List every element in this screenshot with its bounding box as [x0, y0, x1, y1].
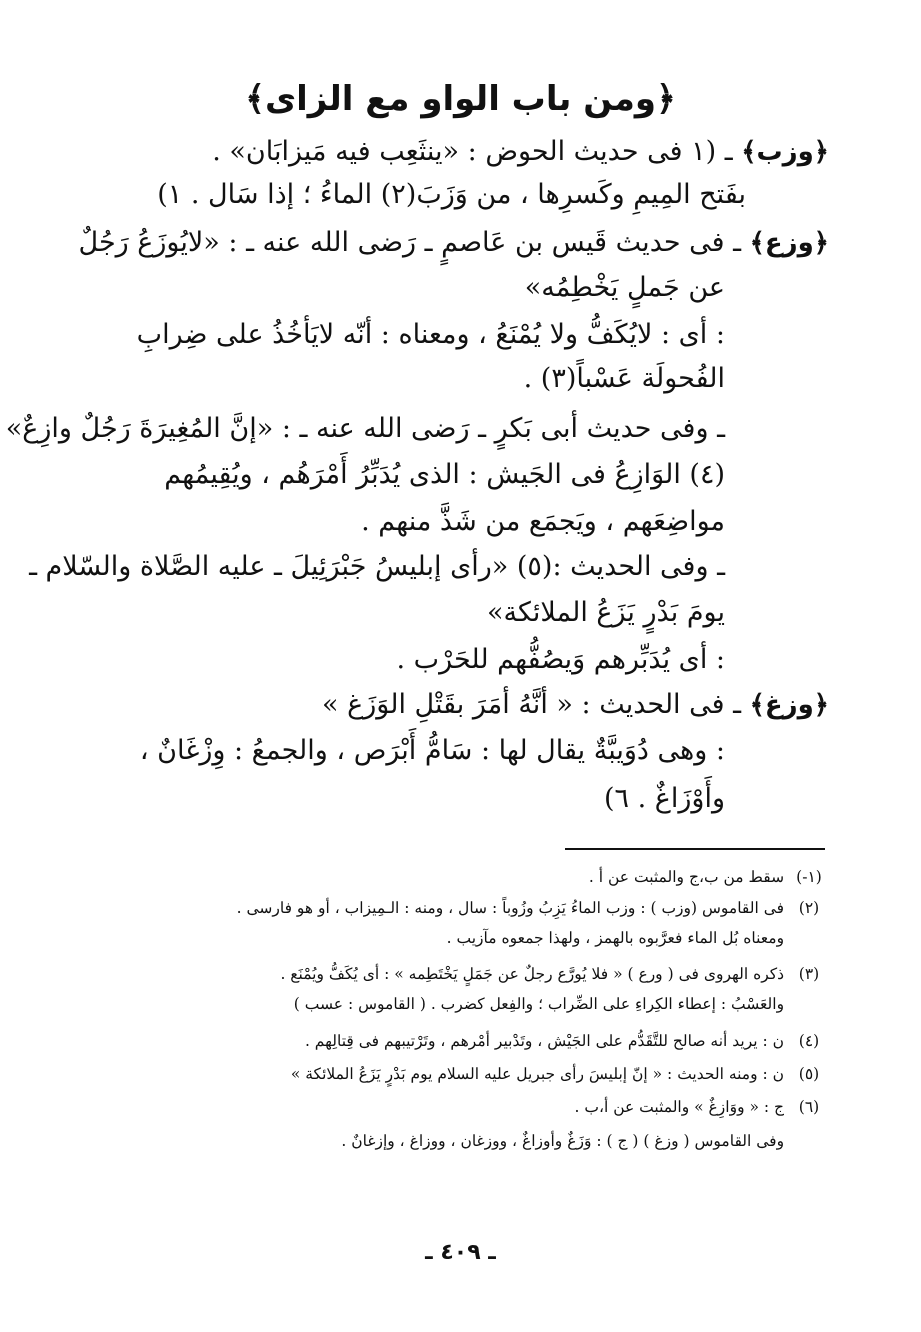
text-line-1: ﴿وزب﴾ ـ (١ فى حديث الحوض : «ينثَعِب فيه مَيزابَان» . — [212, 136, 829, 167]
text-line-14: : وهى دُوَيبَّةٌ يقال لها : سَامُّ أَبْرَص ، والجمعُ : وِزْغَانٌ ، — [139, 735, 725, 766]
footnote-5 — [291, 1063, 829, 1085]
footnote-text: والعَسْبُ : إعطاء الكِراءِ على الضِّراب ؛ والفِعل كضرب . ( القاموس : عسب ) — [293, 995, 785, 1013]
text-line-6: الفُحولَة عَسْباً(٣) . — [523, 363, 725, 394]
footnote-3 — [280, 963, 829, 985]
footnote-text: سقط من ب،ج والمثبت عن أ . — [588, 868, 785, 886]
footnote-2 — [237, 897, 829, 919]
footnote-text: ن : يريد أنه صالح للتَّقَدُّم على الجَيْش ، وتَدْبير أمْرهم ، وتَرْتيبهم فى قِتالِهم . — [304, 1032, 785, 1050]
footnote-separator — [565, 848, 825, 850]
text-line-11: يومَ بَدْرٍ يَزَعُ الملائكة» — [486, 597, 725, 628]
text-line-10: ـ وفى الحديث :(٥) «رأى إبليسُ جَبْرَئِيلَ ـ عليه الصَّلاة والسّلام ـ — [29, 551, 725, 582]
footnote-text: ومعناه بُل الماء فعرَّبوه بالهمز ، ولهذا جمعوه مآزيب . — [446, 929, 785, 947]
footnote-number: (٥) — [798, 1065, 820, 1083]
footnote-3-cont — [294, 993, 829, 1015]
footnote-6-cont — [341, 1130, 829, 1152]
page-number: ـ ٤٠٩ ـ — [425, 1240, 496, 1265]
footnote-6 — [575, 1096, 829, 1118]
footnote-1 — [589, 866, 829, 888]
text-line-5: : أى : لايُكَفُّ ولا يُمْنَعُ ، ومعناه : أنّه لايَأخُذُ على ضِرابِ — [136, 319, 725, 350]
footnote-4 — [305, 1030, 829, 1052]
chapter-title: ﴿ومن باب الواو مع الزاى﴾ — [245, 79, 676, 119]
footnote-number: (٤) — [798, 1032, 820, 1050]
entry-word-wzb: ﴿وزب﴾ — [741, 137, 829, 167]
text-line-2: بفَتح المِيمِ وكَسرِها ، من وَزَبَ(٢) الماءُ ؛ إذا سَال . ١) — [157, 179, 746, 210]
text-line-13: ﴿وزغ﴾ ـ فى الحديث : « أنَّهُ أمَرَ بقَتْلِ الوَزَغ » — [322, 689, 829, 720]
entry-word-wzgh: ﴿وزغ﴾ — [749, 690, 829, 720]
footnote-text: ج : « ووَازِغٌ » والمثبت عن أ،ب . — [574, 1098, 785, 1116]
footnote-text: وفى القاموس ( وزغ ) ( ج ) : وَزَغٌ وأوزاغٌ ، ووزغان ، ووزاغ ، وإزغانٌ . — [341, 1132, 785, 1150]
text-line-15: وأَوْزَاغٌ . ٦) — [603, 783, 725, 814]
footnote-text: ن : ومنه الحديث : « إنّ إبليسَ رأى جبريل عليه السلام يوم بَدْرٍ يَزَعُ الملائكة » — [290, 1065, 785, 1083]
entry-word-wz3: ﴿وزع﴾ — [749, 228, 829, 258]
text-line-12: : أى يُدَبِّرهم وَيصُفُّهم للحَرْب . — [396, 644, 725, 675]
text-line-4: عن جَملٍ يَخْطِمُه» — [524, 272, 725, 303]
text-line-3: ﴿وزع﴾ ـ فى حديث قَيس بن عَاصمٍ ـ رَضى الله عنه ـ : «لايُوزَعُ رَجُلٌ — [78, 227, 829, 258]
footnote-2-cont — [447, 927, 829, 949]
text-line-8: (٤) الوَازِعُ فى الجَيش : الذى يُدَبِّرُ أَمْرَهُم ، ويُقِيمُهم — [164, 459, 725, 490]
text-line-9: مواضِعَهم ، ويَجمَع من شَذَّ منهم . — [361, 506, 725, 537]
footnote-number: (٣) — [798, 965, 820, 983]
footnote-number: (١-) — [796, 868, 822, 886]
footnote-number: (٦) — [798, 1098, 820, 1116]
footnote-number: (٢) — [798, 899, 820, 917]
footnote-text: فى القاموس (وزب ) : وزب الماءُ يَزِبُ وزُوباً : سال ، ومنه : الـمِيزاب ، أو هو فارسى . — [236, 899, 785, 917]
text-line-7: ـ وفى حديث أبى بَكرٍ ـ رَضى الله عنه ـ : «إنَّ المُغِيرَةَ رَجُلٌ وازِعٌ» — [5, 413, 725, 444]
footnote-text: ذكره الهروى فى ( ورع ) « فلا يُورَّع رجلٌ عن جَمَلٍ يَخْتَطِمه » : أى يُكَفُّ ويُمْنَع . — [280, 965, 785, 983]
